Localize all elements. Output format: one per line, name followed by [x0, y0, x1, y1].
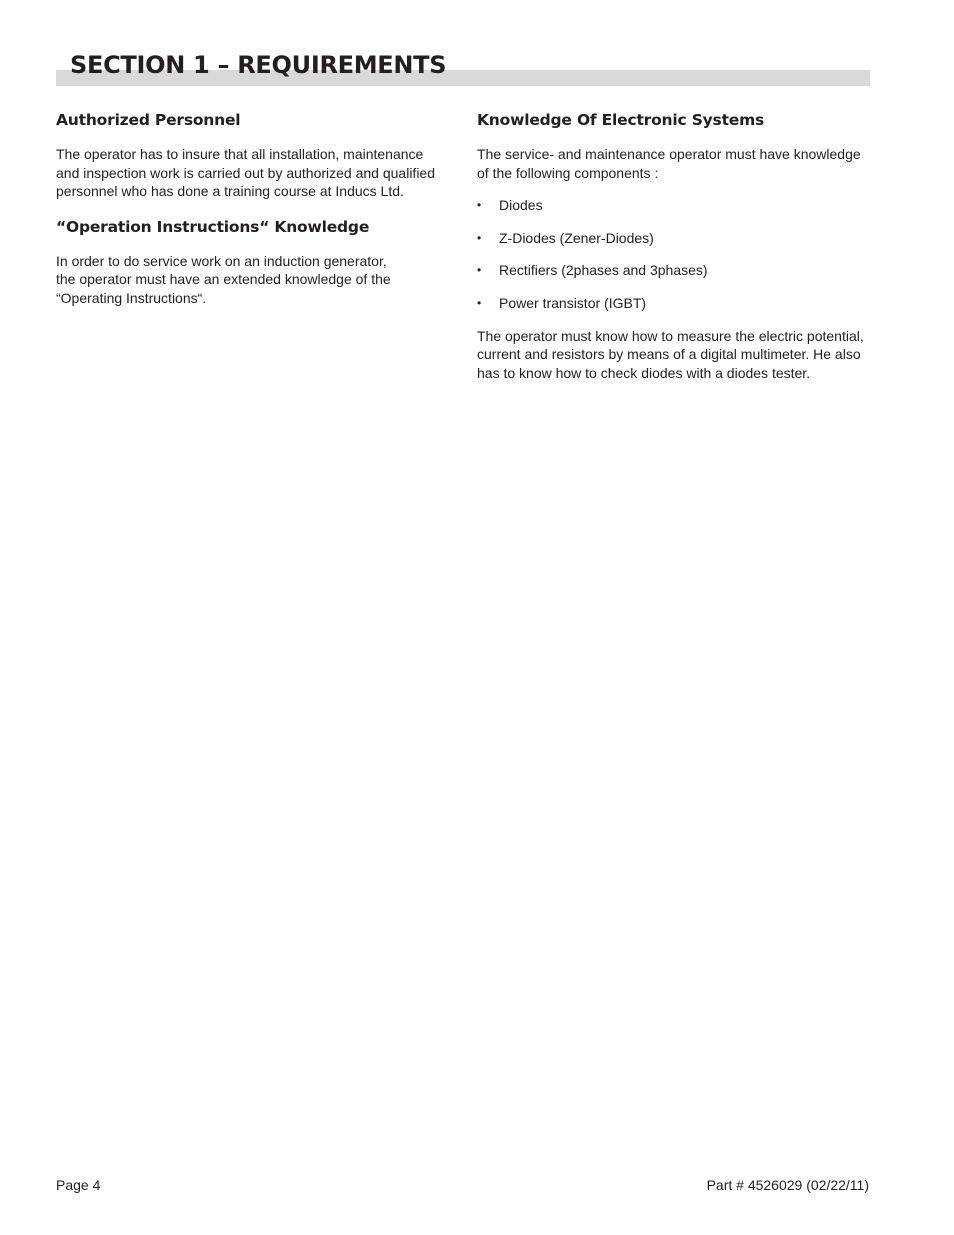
bullet-icon: • [477, 230, 482, 245]
electronic-systems-heading: Knowledge Of Electronic Systems [477, 111, 765, 129]
authorized-personnel-heading: Authorized Personnel [56, 111, 241, 129]
list-item: • Diodes [477, 197, 543, 214]
bullet-icon: • [477, 295, 482, 310]
operation-text-line: In order to do service work on an induction generator, [56, 252, 387, 269]
part-number: Part # 4526029 (02/22/11) [706, 1177, 869, 1193]
right-column [477, 110, 871, 382]
bullet-icon: • [477, 263, 482, 278]
page-number: Page 4 [56, 1177, 101, 1193]
components-list [477, 196, 871, 312]
list-item: • Z-Diodes (Zener-Diodes) [477, 229, 654, 246]
electronic-systems-closing: The operator must know how to measure the electric potential, current and resistors by means of a digital multimeter. He also has to know how to check diodes with a diodes tester. [477, 327, 864, 381]
left-column [56, 110, 450, 308]
authorized-personnel-text: The operator has to insure that all installation, maintenance and inspection work is carried out by authorized and qualified personnel who has done a training course at Inducs Ltd. [56, 146, 436, 200]
operation-text-line: “Operating Instructions“. [56, 289, 207, 306]
operation-instructions-heading: “Operation Instructions“ Knowledge [56, 217, 370, 236]
list-item: • Power transistor (IGBT) [477, 294, 647, 311]
section-title: SECTION 1 – REQUIREMENTS [70, 51, 447, 79]
bullet-icon: • [477, 198, 482, 213]
list-item: • Rectifiers (2phases and 3phases) [477, 262, 708, 279]
operation-text-line: the operator must have an extended knowledge of the [56, 271, 391, 288]
operation-instructions-text [56, 252, 450, 308]
electronic-systems-intro: The service- and maintenance operator must have knowledge of the following components : [477, 146, 861, 181]
